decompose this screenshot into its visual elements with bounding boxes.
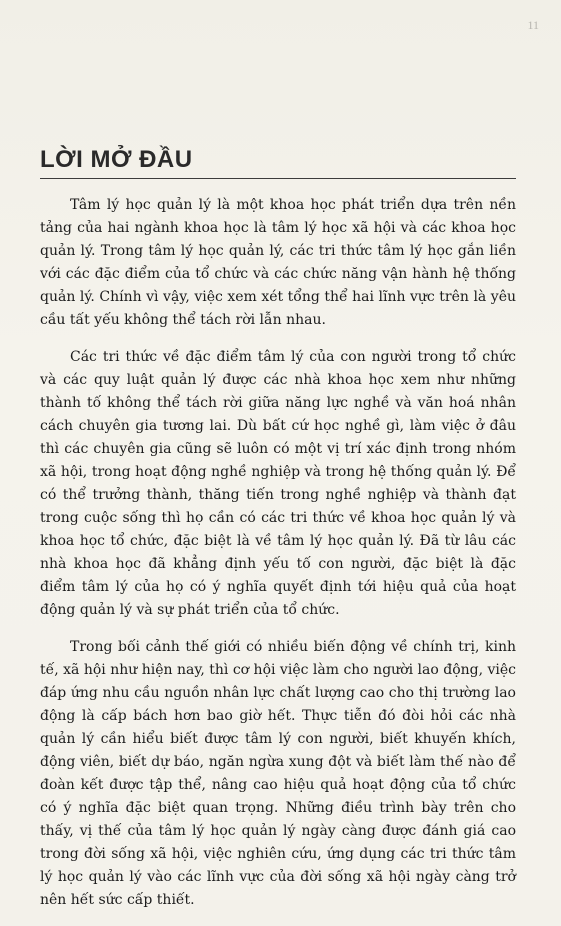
body-text [40, 194, 516, 926]
page-number: 11 [527, 18, 539, 32]
paragraph-3: Trong bối cảnh thế giới có nhiều biến động về chính trị, kinh tế, xã hội như hiện nay, thì cơ hội việc làm cho người lao động, việc đáp ứng nhu cầu nguồn nhân lực chất lượng cao cho thị trường lao động là cấp bách hơn bao giờ hết. Thực tiễn đó đòi hỏi các nhà quản lý cần hiểu biết được tâm lý con người, biết khuyến khích, động viên, biết dự báo, ngăn ngừa xung đột và biết làm thế nào để đoàn kết được tập thể, nâng cao hiệu quả hoạt động của tổ chức có ý nghĩa đặc biệt quan trọng. Những điều trình bày trên cho thấy, vị thế của tâm lý học quản lý ngày càng được đánh giá cao trong đời sống xã hội, việc nghiên cứu, ứng dụng các tri thức tâm lý học quản lý vào các lĩnh vực của đời sống xã hội ngày càng trở nên hết sức cấp thiết. [40, 639, 517, 908]
title-underline [40, 178, 516, 179]
bleed-through-text [40, 60, 531, 78]
paragraph-2: Các tri thức về đặc điểm tâm lý của con người trong tổ chức và các quy luật quản lý được các nhà khoa học xem như những thành tố không thể tách rời giữa năng lực nghề và văn hoá nhân cách chuyên gia tương lai. Dù bất cứ học nghề gì, làm việc ở đâu thì các chuyên gia cũng sẽ luôn có một vị trí xác định trong nhóm xã hội, trong hoạt động nghề nghiệp và trong hệ thống quản lý. Để có thể trưởng thành, thăng tiến trong nghề nghiệp và thành đạt trong cuộc sống thì họ cần có các tri thức về khoa học quản lý và khoa học tổ chức, đặc biệt là về tâm lý học quản lý. Đã từ lâu các nhà khoa học đã khẳng định yếu tố con người, đặc biệt là đặc điểm tâm lý của họ có ý nghĩa quyết định tới hiệu quả của hoạt động quản lý và sự phát triển của tổ chức. [40, 349, 516, 618]
paragraph-1: Tâm lý học quản lý là một khoa học phát triển dựa trên nền tảng của hai ngành khoa học là tâm lý học xã hội và các khoa học quản lý. Trong tâm lý học quản lý, các tri thức tâm lý học gắn liền với các đặc điểm của tổ chức và các chức năng vận hành hệ thống quản lý. Chính vì vậy, việc xem xét tổng thể hai lĩnh vực trên là yêu cầu tất yếu không thể tách rời lẫn nhau. [40, 197, 516, 328]
chapter-title: LỜI MỞ ĐẦU [40, 146, 193, 173]
